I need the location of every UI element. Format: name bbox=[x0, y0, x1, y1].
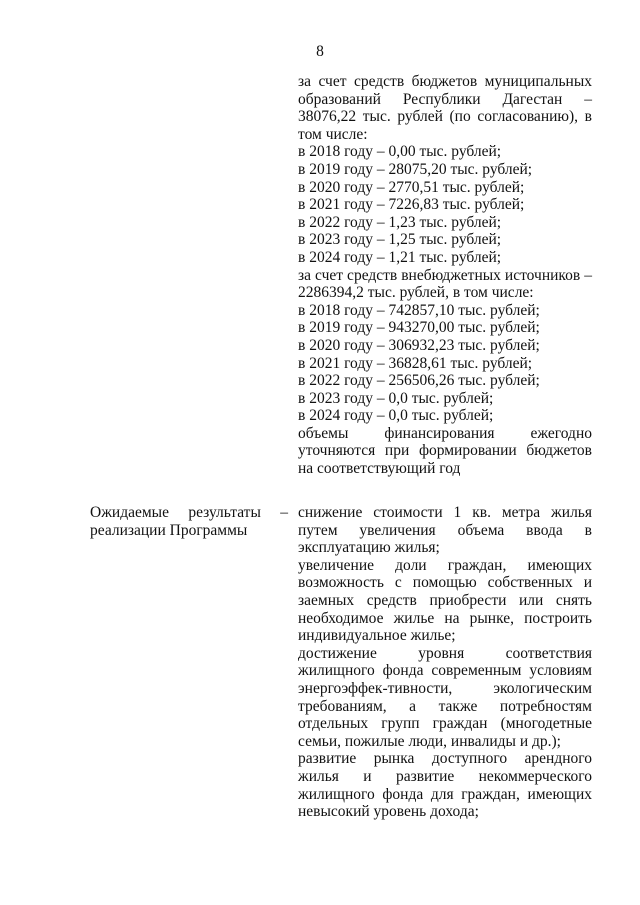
municipal-funding-intro: за счет средств бюджетов муниципальных образований Республики Дагестан – 38076,22 тыс. рублей (по согласованию), в том числе: bbox=[298, 73, 592, 143]
municipal-year-2023: в 2023 году – 1,25 тыс. рублей; bbox=[298, 231, 502, 249]
results-list bbox=[298, 504, 592, 821]
financing-note: объемы финансирования ежегодно уточняются при формировании бюджетов на соответствующий год bbox=[298, 424, 592, 478]
municipal-year-2021: в 2021 году – 7226,83 тыс. рублей; bbox=[298, 196, 525, 214]
result-item: развитие рынка доступного арендного жилья и развитие некоммерческого жилищного фонда для граждан, имеющих невысокий уровень дохода; bbox=[298, 750, 592, 821]
extrabudgetary-year-2019: в 2019 году – 943270,00 тыс. рублей; bbox=[298, 319, 540, 337]
municipal-year-2020: в 2020 году – 2770,51 тыс. рублей; bbox=[298, 178, 525, 196]
page-number: 8 bbox=[316, 43, 324, 60]
extrabudgetary-year-2021: в 2021 году – 36828,61 тыс. рублей; bbox=[298, 354, 533, 372]
extrabudgetary-year-2020: в 2020 году – 306932,23 тыс. рублей; bbox=[298, 336, 540, 354]
municipal-year-2024: в 2024 году – 1,21 тыс. рублей; bbox=[298, 248, 502, 266]
result-item: снижение стоимости 1 кв. метра жилья путем увеличения объема ввода в эксплуатацию жилья; bbox=[298, 504, 592, 557]
municipal-year-2019: в 2019 году – 28075,20 тыс. рублей; bbox=[298, 160, 533, 178]
results-label: Ожидаемые результаты – реализации Программы bbox=[90, 504, 288, 539]
municipal-year-2022: в 2022 году – 1,23 тыс. рублей; bbox=[298, 213, 502, 231]
results-label-cell bbox=[90, 504, 288, 539]
extrabudgetary-year-2024: в 2024 году – 0,0 тыс. рублей; bbox=[298, 407, 494, 425]
extrabudgetary-year-2018: в 2018 году – 742857,10 тыс. рублей; bbox=[298, 301, 540, 319]
extrabudgetary-funding-intro: за счет средств внебюджетных источников – 2286394,2 тыс. рублей, в том числе: bbox=[298, 266, 592, 302]
result-item: достижение уровня соответствия жилищного фонда современным условиям энергоэффек-тивности, экологическим требованиям, а также потребностям отдельных групп граждан (многодетные семьи, пожилые люди, инвалиды и др.); bbox=[298, 644, 592, 750]
financing-block bbox=[298, 73, 592, 478]
extrabudgetary-year-2023: в 2023 году – 0,0 тыс. рублей; bbox=[298, 389, 494, 407]
municipal-year-2018: в 2018 году – 0,00 тыс. рублей; bbox=[298, 143, 502, 161]
extrabudgetary-year-2022: в 2022 году – 256506,26 тыс. рублей; bbox=[298, 372, 540, 390]
result-item: увеличение доли граждан, имеющих возможность с помощью собственных и заемных средств приобрести или снять необходимое жилье на рынке, построить индивидуальное жилье; bbox=[298, 556, 592, 645]
